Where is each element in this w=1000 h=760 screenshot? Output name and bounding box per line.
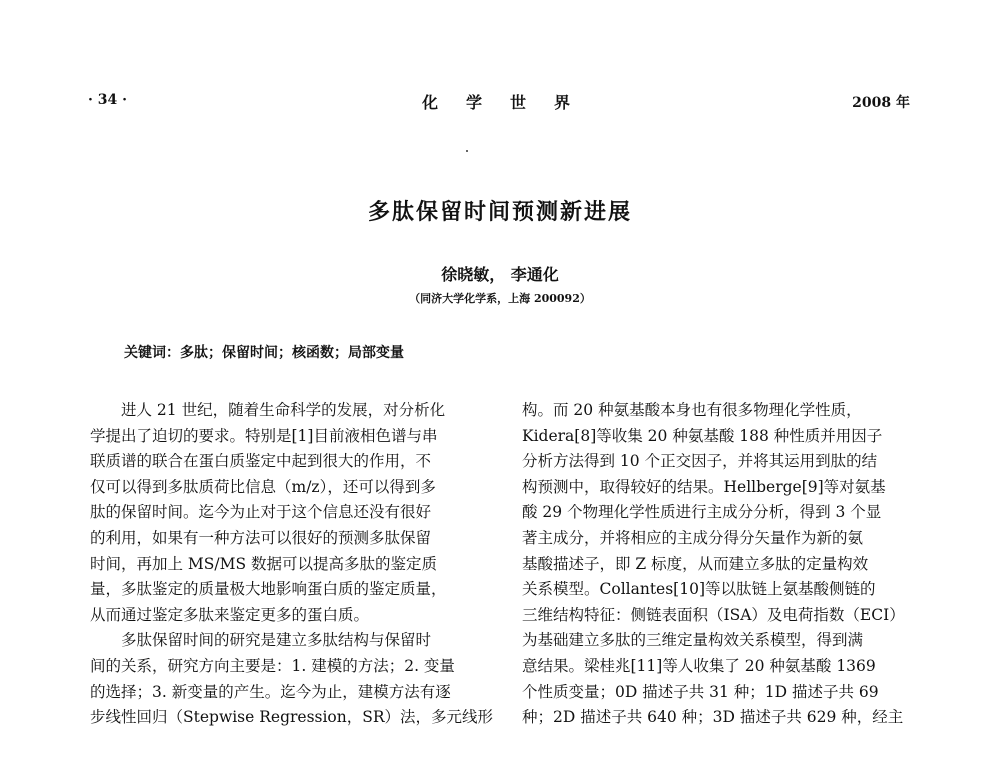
page-number: · 34 · (88, 92, 127, 108)
body-line: 关系模型。Collantes[10]等以肽链上氨基酸侧链的 (522, 580, 876, 599)
body-line: 著主成分，并将相应的主成分得分矢量作为新的氨 (522, 528, 864, 547)
decorative-dot (466, 150, 468, 152)
body-line: Kidera[8]等收集 20 种氨基酸 188 种性质并用因子 (522, 426, 883, 445)
publication-year: 2008 年 (852, 95, 910, 111)
body-line: 构。而 20 种氨基酸本身也有很多物理化学性质， (522, 401, 862, 419)
body-line: 的利用，如果有一种方法可以很好的预测多肽保留 (90, 528, 432, 547)
journal-name: 化学世界 (421, 93, 598, 112)
body-line: 仅可以得到多肽质荷比信息（m/z），还可以得到多 (90, 477, 436, 496)
body-line: 联质谱的联合在蛋白质鉴定中起到很大的作用，不 (90, 452, 432, 471)
body-line: 构预测中，取得较好的结果。Hellberge[9]等对氨基 (522, 477, 886, 496)
body-line: 三维结构特征：侧链表面积（ISA）及电荷指数（ECI） (522, 605, 905, 624)
body-line: 肽的保留时间。迄今为止对于这个信息还没有很好 (90, 503, 432, 522)
left-column (90, 398, 494, 731)
body-line: 从而通过鉴定多肽来鉴定更多的蛋白质。 (90, 605, 370, 624)
right-column (522, 398, 918, 731)
body-line: 进人 21 世纪，随着生命科学的发展，对分析化 (121, 401, 446, 419)
article-title: 多肽保留时间预测新进展 (367, 200, 632, 225)
author-affiliation: （同济大学化学系，上海 200092） (409, 292, 591, 305)
article-authors: 徐晓敏， 李通化 (441, 265, 559, 284)
body-line: 分析方法得到 10 个正交因子，并将其运用到肽的结 (522, 452, 878, 471)
keywords: 关键词：多肽；保留时间；核函数；局部变量 (124, 345, 404, 361)
body-line: 意结果。梁桂兆[11]等人收集了 20 种氨基酸 1369 (522, 656, 876, 675)
body-line: 时间，再加上 MS/MS 数据可以提高多肽的鉴定质 (90, 554, 438, 573)
body-line: 酸 29 个物理化学性质进行主成分分析，得到 3 个显 (522, 503, 882, 522)
body-line: 学提出了迫切的要求。特别是[1]目前液相色谱与串 (90, 426, 438, 445)
body-line: 多肽保留时间的研究是建立多肽结构与保留时 (121, 631, 432, 650)
body-line: 个性质变量；0D 描述子共 31 种；1D 描述子共 69 (522, 682, 879, 701)
body-line: 为基础建立多肽的三维定量构效关系模型，得到满 (522, 631, 864, 650)
body-line: 间的关系，研究方向主要是：1. 建模的方法；2. 变量 (90, 656, 455, 675)
body-line: 基酸描述子，即 Z 标度，从而建立多肽的定量构效 (522, 554, 869, 573)
body-line: 的选择；3. 新变量的产生。迄今为止，建模方法有逐 (90, 682, 451, 701)
body-line: 步线性回归（Stepwise Regression，SR）法，多元线形 (90, 708, 494, 727)
body-line: 量，多肽鉴定的质量极大地影响蛋白质的鉴定质量， (90, 580, 447, 599)
body-line: 种；2D 描述子共 640 种；3D 描述子共 629 种，经主 (522, 708, 904, 727)
